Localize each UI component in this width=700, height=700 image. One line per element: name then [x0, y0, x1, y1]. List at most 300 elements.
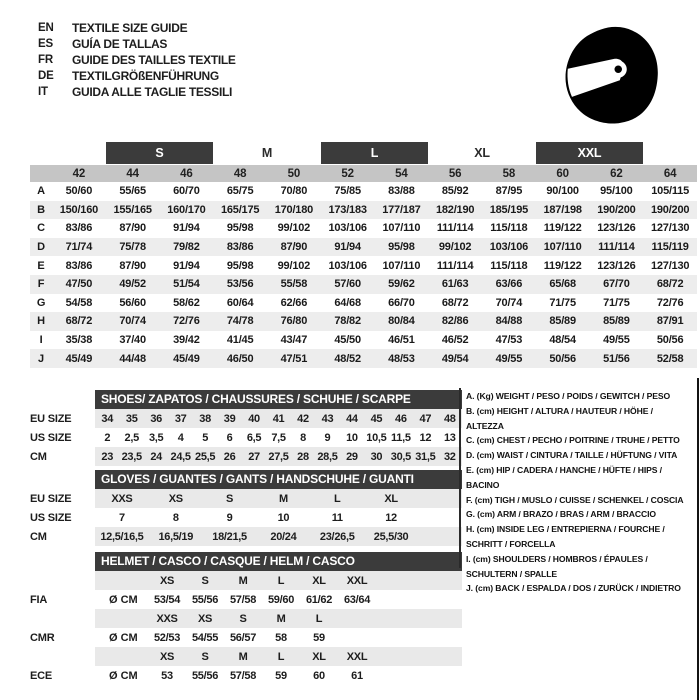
value-cell: 190/200 — [643, 201, 697, 220]
language-code: ES — [38, 38, 53, 50]
value-cell: 25,5/30 — [373, 530, 409, 543]
language-code: EN — [38, 22, 54, 34]
language-code: IT — [38, 86, 48, 98]
row-values — [95, 489, 462, 508]
value-cell: 65/75 — [226, 185, 254, 198]
helmet-size-row — [30, 571, 462, 590]
row-values — [95, 647, 462, 666]
textile-size-table — [30, 142, 697, 368]
size-row — [30, 489, 462, 508]
helmet-table — [30, 552, 462, 685]
row-values — [95, 609, 462, 628]
legend-item: J. (cm) BACK / ESPALDA / DOS / ZURÜCK / INDIETRO — [466, 583, 681, 594]
helmet-size-row — [30, 609, 462, 628]
value-cell: 87/90 — [267, 238, 321, 257]
value-cell: 150/160 — [52, 201, 106, 220]
value-cell: 68/72 — [52, 312, 106, 331]
measurement-row — [30, 349, 697, 368]
value-cell: 57/58 — [229, 593, 257, 606]
row-label: US SIZE — [30, 431, 72, 444]
value-cell: 87/90 — [119, 222, 146, 235]
value-cell: 35/38 — [65, 334, 93, 347]
value-cell: 177/187 — [375, 201, 429, 220]
value-cell: 59/60 — [267, 593, 295, 606]
row-label: I — [39, 334, 43, 347]
value-cell: 87/95 — [495, 185, 523, 198]
value-cell: 155/165 — [106, 201, 160, 220]
value-cell: 2 — [104, 431, 111, 444]
value-cell: 45 — [370, 412, 383, 425]
value-cell: 26 — [223, 450, 236, 463]
row-label: H — [30, 312, 52, 331]
value-cell: 47/53 — [495, 334, 523, 347]
row-values — [95, 590, 462, 609]
value-cell: 10 — [277, 511, 290, 524]
value-cell: 63/64 — [343, 593, 371, 606]
value-cell: 9 — [226, 511, 233, 524]
value-cell: 43/47 — [280, 334, 308, 347]
row-values — [95, 666, 462, 685]
size-cell: XS — [159, 574, 175, 587]
value-cell: 119/122 — [543, 222, 582, 235]
value-cell: 23 — [101, 450, 114, 463]
value-cell: 59 — [313, 631, 325, 644]
row-label: B — [30, 201, 52, 220]
row-label: G — [36, 296, 46, 309]
gloves-table-title: GLOVES / GUANTES / GANTS / HANDSCHUHE / GUANTI — [95, 470, 462, 489]
value-cell: 55/58 — [267, 275, 321, 294]
value-cell: 37 — [174, 412, 187, 425]
row-values — [95, 428, 462, 447]
value-cell: 2,5 — [124, 431, 139, 444]
value-cell: 50/60 — [65, 185, 93, 198]
size-group-cell — [643, 142, 697, 165]
value-cell: 190/200 — [590, 201, 644, 220]
value-cell: 24,5 — [170, 450, 191, 463]
value-cell: 59/62 — [375, 275, 429, 294]
value-cell: 23/26,5 — [319, 530, 355, 543]
size-group-label: M — [261, 146, 273, 160]
value-cell: 54/55 — [191, 631, 219, 644]
value-cell: 76/80 — [267, 312, 321, 331]
legend-item: G. (cm) ARM / BRAZO / BRAS / ARM / BRACCIO — [466, 509, 656, 520]
measurement-row — [30, 219, 697, 238]
value-cell: 20/24 — [270, 530, 297, 543]
helmet-value-row — [30, 666, 462, 685]
value-cell: 57/58 — [229, 669, 257, 682]
value-cell: 160/170 — [160, 201, 214, 220]
value-cell: 60/64 — [226, 296, 254, 309]
value-cell: 70/80 — [280, 185, 308, 198]
size-group-label: XL — [474, 146, 490, 160]
size-group-label: L — [321, 142, 429, 164]
value-cell: 45/50 — [334, 334, 361, 347]
value-cell: 83/86 — [65, 259, 93, 272]
value-cell: XXS — [111, 492, 133, 505]
language-list — [38, 20, 236, 100]
row-values — [95, 447, 462, 466]
value-cell: 8 — [300, 431, 306, 444]
language-row — [38, 36, 236, 52]
size-header-cell: 46 — [160, 165, 214, 182]
value-cell: 71/74 — [52, 238, 106, 257]
value-cell: 50/56 — [536, 349, 590, 368]
value-cell: 60 — [313, 669, 325, 682]
helmet-icon — [560, 16, 664, 134]
value-cell: 165/175 — [213, 201, 267, 220]
value-cell: 3,5 — [148, 431, 164, 444]
value-cell: XS — [168, 492, 183, 505]
unit-cell: Ø CM — [109, 631, 138, 644]
value-cell: L — [334, 492, 341, 505]
row-label: CM — [30, 450, 47, 463]
language-code: DE — [38, 70, 54, 82]
legend-item: C. (cm) CHEST / PECHO / POITRINE / TRUHE / PETTO — [466, 435, 680, 446]
size-cell: M — [238, 574, 248, 587]
value-cell: 61/62 — [305, 593, 333, 606]
size-header-cell: 54 — [375, 165, 429, 182]
value-cell: 27,5 — [268, 450, 289, 463]
value-cell: 43 — [321, 412, 334, 425]
row-label: CM — [30, 530, 47, 543]
corner-cell — [30, 142, 52, 165]
value-cell: 127/130 — [650, 222, 690, 235]
size-cell: XXL — [346, 650, 368, 663]
size-row — [30, 428, 462, 447]
value-cell: 56/60 — [119, 296, 146, 309]
value-cell: 36 — [150, 412, 162, 425]
row-values — [95, 409, 462, 428]
size-header-cell: 50 — [267, 165, 321, 182]
legend-item: H. (cm) INSIDE LEG / ENTREPIERNA / FOURCHE / SCHRITT / FORCELLA — [466, 524, 665, 549]
value-cell: 46 — [395, 412, 407, 425]
value-cell: 58/62 — [173, 296, 200, 309]
shoes-table-title: SHOES/ ZAPATOS / CHAUSSURES / SCHUHE / SCARPE — [95, 390, 462, 409]
row-label: J — [30, 349, 52, 368]
value-cell: 70/74 — [495, 296, 523, 309]
row-label: F — [30, 275, 52, 294]
value-cell: 52/53 — [153, 631, 181, 644]
value-cell: 66/70 — [388, 296, 415, 309]
value-cell: 10,5 — [366, 431, 387, 444]
value-cell: 12 — [385, 511, 397, 524]
value-cell: 111/114 — [436, 222, 474, 235]
value-cell: 25,5 — [195, 450, 216, 463]
value-cell: 115/118 — [490, 222, 528, 235]
value-cell: 30,5 — [390, 450, 411, 463]
row-label: EU SIZE — [30, 492, 72, 505]
value-cell: 47/51 — [267, 349, 321, 368]
size-cell: XS — [197, 612, 213, 625]
size-cell: L — [277, 574, 285, 587]
value-cell: 103/106 — [482, 238, 536, 257]
value-cell: 55/56 — [191, 593, 219, 606]
value-cell: 61 — [351, 669, 363, 682]
value-cell: 83/86 — [213, 238, 267, 257]
size-header-cell: 60 — [536, 165, 590, 182]
value-cell: 82/86 — [428, 312, 482, 331]
row-label: EU SIZE — [30, 412, 72, 425]
language-row — [38, 84, 236, 100]
value-cell: 72/76 — [656, 296, 684, 309]
value-cell: 95/98 — [226, 222, 254, 235]
legend-item: A. (Kg) WEIGHT / PESO / POIDS / GEWITCH / PESO — [466, 391, 671, 401]
value-cell: 91/94 — [173, 222, 200, 235]
size-cell: L — [277, 650, 285, 663]
gloves-table — [30, 470, 462, 546]
legend-item: B. (cm) HEIGHT / ALTURA / HAUTEUR / HÖHE / ALTEZZA — [466, 405, 653, 431]
value-cell: 75/85 — [334, 185, 361, 198]
value-cell: 54/58 — [65, 296, 93, 309]
value-cell: 123/126 — [597, 222, 636, 235]
value-cell: 70/74 — [106, 312, 160, 331]
language-row — [38, 52, 236, 68]
page-right-edge-rule — [697, 378, 699, 700]
value-cell: 87/91 — [643, 312, 697, 331]
value-cell: 46/51 — [388, 334, 415, 347]
value-cell: 103/106 — [328, 259, 367, 272]
size-cell: XL — [312, 574, 326, 587]
value-cell: 55/56 — [191, 669, 219, 682]
helmet-table-title: HELMET / CASCO / CASQUE / HELM / CASCO — [95, 552, 462, 571]
legend-divider-rule — [459, 388, 461, 568]
value-cell: 16,5/19 — [158, 530, 194, 543]
size-group-label: XXL — [536, 142, 644, 164]
shoes-table — [30, 390, 462, 466]
value-cell: 53 — [161, 669, 173, 682]
value-cell: 49/52 — [106, 275, 160, 294]
row-label: A — [37, 185, 45, 198]
value-cell: 7,5 — [271, 431, 286, 444]
value-cell: 27 — [248, 450, 260, 463]
row-label: D — [30, 238, 52, 257]
value-cell: 11 — [331, 511, 343, 524]
value-cell: 48 — [443, 412, 456, 425]
value-cell: 103/106 — [328, 222, 367, 235]
value-cell: 173/183 — [321, 201, 375, 220]
value-cell: 68/72 — [643, 275, 697, 294]
value-cell: 95/98 — [375, 238, 429, 257]
value-cell: 111/114 — [590, 238, 644, 257]
value-cell: 83/88 — [388, 185, 415, 198]
value-cell: 187/198 — [536, 201, 590, 220]
value-cell: 51/54 — [160, 275, 214, 294]
value-cell: 95/100 — [600, 185, 633, 198]
value-cell: XL — [384, 492, 398, 505]
value-cell: 83/86 — [65, 222, 93, 235]
value-cell: 6 — [226, 431, 233, 444]
value-cell: 107/110 — [536, 238, 590, 257]
legend-item: F. (cm) TIGH / MUSLO / CUISSE / SCHENKEL / COSCIA — [466, 494, 684, 505]
row-label: C — [37, 222, 45, 235]
value-cell: 61/63 — [428, 275, 482, 294]
value-cell: S — [226, 492, 234, 505]
size-group-row — [30, 142, 697, 165]
value-cell: 107/110 — [382, 259, 421, 272]
size-group-label: S — [106, 142, 214, 164]
value-cell: 5 — [202, 431, 209, 444]
value-cell: 49/55 — [482, 349, 536, 368]
size-cell: M — [238, 650, 248, 663]
language-row — [38, 68, 236, 84]
value-cell: 48/54 — [549, 334, 576, 347]
value-cell: 37/40 — [119, 334, 146, 347]
value-cell: 57/60 — [321, 275, 375, 294]
value-cell: 28 — [297, 450, 309, 463]
value-cell: 47 — [419, 412, 432, 425]
size-header-cell: 64 — [643, 165, 697, 182]
legend-item: I. (cm) SHOULDERS / HOMBROS / ÉPAULES / SCHULTERN / SPALLE — [466, 553, 648, 579]
legend-item: E. (cm) HIP / CADERA / HANCHE / HÜFTE / HIPS / BACINO — [466, 464, 662, 490]
size-group-cell — [321, 142, 429, 165]
value-cell: 45/49 — [160, 349, 214, 368]
measurement-legend — [466, 389, 692, 596]
value-cell: 72/76 — [160, 312, 214, 331]
value-cell: 18/21,5 — [212, 530, 247, 543]
row-values — [95, 571, 462, 590]
size-header-cell: 62 — [590, 165, 644, 182]
size-cell: L — [315, 612, 323, 625]
value-cell: 55/65 — [119, 185, 146, 198]
language-label: GUIDE DES TAILLES TEXTILE — [72, 53, 236, 67]
value-cell: 85/89 — [536, 312, 590, 331]
value-cell: 28,5 — [317, 450, 338, 463]
value-cell: 29 — [346, 450, 358, 463]
value-cell: M — [278, 492, 288, 505]
value-cell: 90/100 — [546, 185, 579, 198]
value-cell: 45/49 — [52, 349, 106, 368]
size-header-row — [30, 165, 697, 182]
value-cell: 49/55 — [603, 334, 630, 347]
measurement-row — [30, 256, 697, 275]
size-row — [30, 508, 462, 527]
row-label: E — [37, 259, 45, 272]
value-cell: 44/48 — [106, 349, 160, 368]
helmet-size-row — [30, 647, 462, 666]
value-cell: 53/56 — [213, 275, 267, 294]
value-cell: 68/72 — [441, 296, 469, 309]
value-cell: 12,5/16,5 — [100, 530, 144, 543]
value-cell: 12 — [419, 431, 432, 444]
value-cell: 127/130 — [650, 259, 690, 272]
shoes-table-rows — [30, 409, 462, 466]
value-cell: 170/180 — [267, 201, 321, 220]
unit-cell: Ø CM — [109, 593, 138, 606]
helmet-value-row — [30, 628, 462, 647]
measurement-row — [30, 201, 697, 220]
value-cell: 46/52 — [441, 334, 469, 347]
size-header-cell: 48 — [213, 165, 267, 182]
size-cell: XXS — [156, 612, 178, 625]
size-header-cell: 52 — [321, 165, 375, 182]
value-cell: 46/50 — [213, 349, 267, 368]
size-group-cell — [106, 142, 214, 165]
language-row — [38, 20, 236, 36]
value-cell: 51/56 — [590, 349, 644, 368]
value-cell: 91/94 — [173, 259, 200, 272]
value-cell: 65/68 — [536, 275, 590, 294]
size-cell: XL — [312, 650, 326, 663]
value-cell: 105/115 — [651, 185, 689, 198]
value-cell: 115/118 — [490, 259, 528, 272]
value-cell: 32 — [443, 450, 456, 463]
corner-cell — [30, 165, 52, 182]
value-cell: 49/54 — [428, 349, 482, 368]
value-cell: 11,5 — [391, 431, 411, 444]
size-header-cell: 56 — [428, 165, 482, 182]
measurement-row — [30, 275, 697, 294]
value-cell: 111/114 — [436, 259, 474, 272]
value-cell: 71/75 — [603, 296, 630, 309]
value-cell: 56/57 — [229, 631, 257, 644]
standard-label: FIA — [30, 593, 48, 606]
measurement-row — [30, 331, 697, 350]
size-cell: XXL — [346, 574, 368, 587]
value-cell: 99/102 — [277, 222, 311, 235]
value-cell: 10 — [346, 431, 358, 444]
value-cell: 115/119 — [643, 238, 697, 257]
value-cell: 23,5 — [121, 450, 142, 463]
value-cell: 31,5 — [415, 450, 436, 463]
value-cell: 79/82 — [160, 238, 214, 257]
value-cell: 182/190 — [428, 201, 482, 220]
value-cell: 39/42 — [173, 334, 200, 347]
value-cell: 6,5 — [246, 431, 262, 444]
size-cell: S — [239, 612, 247, 625]
value-cell: 48/53 — [375, 349, 429, 368]
value-cell: 107/110 — [382, 222, 421, 235]
measurement-row — [30, 312, 697, 331]
row-values — [95, 628, 462, 647]
value-cell: 67/70 — [590, 275, 644, 294]
size-group-cell — [428, 142, 536, 165]
language-code: FR — [38, 54, 53, 66]
row-values — [95, 508, 462, 527]
value-cell: 74/78 — [213, 312, 267, 331]
standard-label: ECE — [30, 669, 53, 682]
measurement-row — [30, 294, 697, 313]
value-cell: 85/92 — [441, 185, 469, 198]
size-header-cell: 42 — [52, 165, 106, 182]
row-label: US SIZE — [30, 511, 72, 524]
size-cell: S — [201, 574, 209, 587]
value-cell: 7 — [119, 511, 125, 524]
value-cell: 42 — [297, 412, 309, 425]
value-cell: 4 — [177, 431, 184, 444]
value-cell: 38 — [199, 412, 211, 425]
value-cell: 91/94 — [321, 238, 375, 257]
size-row — [30, 447, 462, 466]
size-group-cell — [52, 142, 106, 165]
value-cell: 62/66 — [280, 296, 308, 309]
value-cell: 99/102 — [428, 238, 482, 257]
size-cell: S — [201, 650, 209, 663]
value-cell: 99/102 — [277, 259, 311, 272]
size-header-cell: 44 — [106, 165, 160, 182]
value-cell: 58 — [275, 631, 287, 644]
value-cell: 24 — [150, 450, 162, 463]
value-cell: 71/75 — [549, 296, 576, 309]
value-cell: 13 — [443, 431, 456, 444]
value-cell: 48/52 — [321, 349, 375, 368]
measurement-row — [30, 182, 697, 201]
value-cell: 63/66 — [482, 275, 536, 294]
row-values — [95, 527, 462, 546]
standard-label: CMR — [30, 631, 55, 644]
value-cell: 87/90 — [119, 259, 146, 272]
value-cell: 52/58 — [643, 349, 697, 368]
gloves-table-rows — [30, 489, 462, 546]
